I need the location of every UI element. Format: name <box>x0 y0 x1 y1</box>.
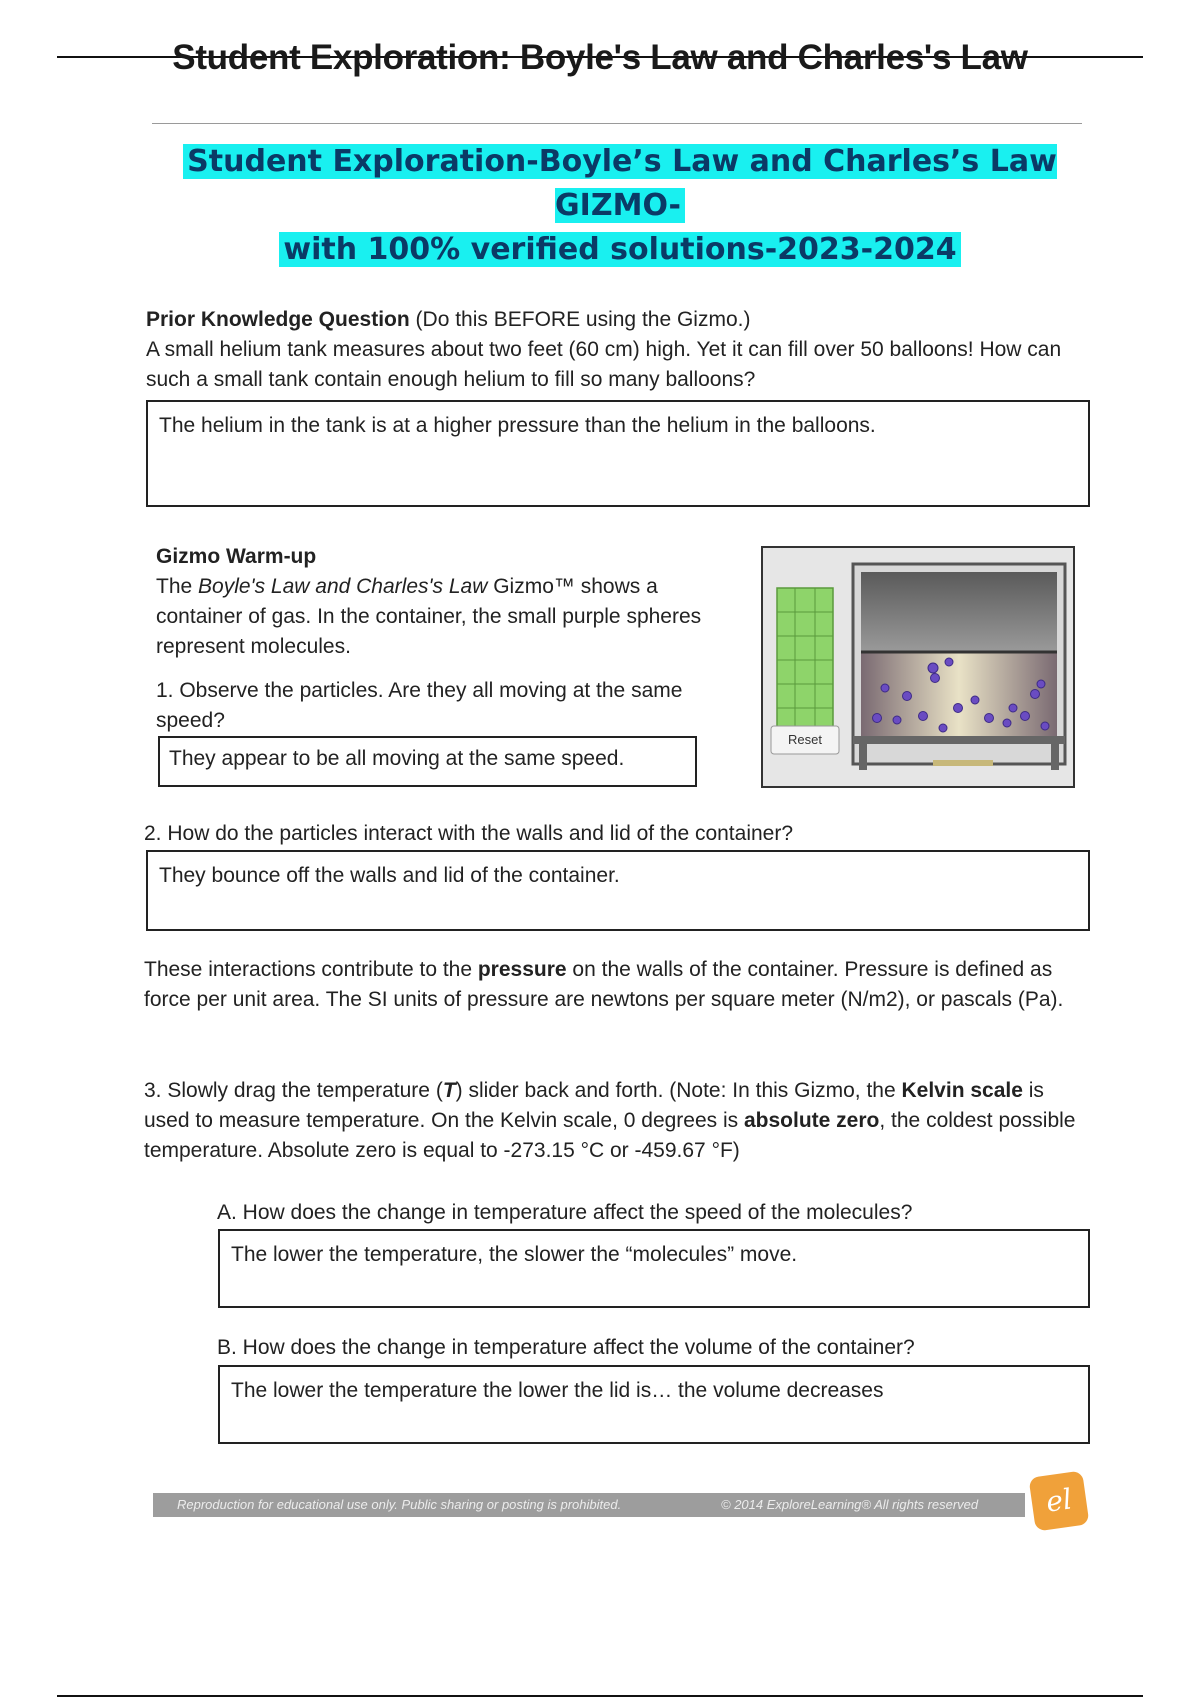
gizmo-screenshot <box>761 546 1075 788</box>
title-divider <box>152 123 1082 124</box>
question-3b-answer-box[interactable]: The lower the temperature the lower the lid is… the volume decreases <box>218 1365 1090 1444</box>
warmup-intro-gizmo-name: Boyle's Law and Charles's Law <box>198 575 488 598</box>
pressure-paragraph <box>144 955 1090 1015</box>
question-3a: A. How does the change in temperature affect the speed of the molecules? <box>217 1201 913 1224</box>
q3-part-4: , the coldest possible temperature. Absolute zero is equal to -273.15 °C or -459.67 °F) <box>144 1109 1076 1162</box>
banner-line-2: with 100% verified solutions-2023-2024 <box>279 232 960 267</box>
q3-absolute-zero: absolute zero <box>744 1109 880 1132</box>
highlighted-banner <box>150 140 1090 272</box>
question-2-answer-box[interactable]: They bounce off the walls and lid of the container. <box>146 850 1090 931</box>
question-2: 2. How do the particles interact with the walls and lid of the container? <box>144 822 794 845</box>
q3-kelvin-scale: Kelvin scale <box>901 1079 1023 1102</box>
reset-button-label: Reset <box>788 732 822 747</box>
pressure-term: pressure <box>477 958 567 981</box>
prior-knowledge-question: A small helium tank measures about two feet (60 cm) high. Yet it can fill over 50 balloons! How can such a small tank contain enough helium to fill so many balloons? <box>146 338 1062 391</box>
question-1: 1. Observe the particles. Are they all moving at the same speed? <box>156 679 683 732</box>
prior-knowledge-heading: Prior Knowledge Question <box>146 308 410 331</box>
prior-knowledge-note: (Do this BEFORE using the Gizmo.) <box>409 308 751 331</box>
question-3 <box>144 1076 1090 1166</box>
prior-knowledge-section <box>146 305 1076 395</box>
q3-part-2: ) slider back and forth. (Note: In this Gizmo, the <box>455 1079 902 1102</box>
prior-knowledge-answer-box[interactable]: The helium in the tank is at a higher pressure than the helium in the balloons. <box>146 400 1090 507</box>
warmup-intro-post: Gizmo™ shows a container of gas. In the container, the small purple spheres represent molecules. <box>156 575 702 658</box>
weight-blocks <box>777 588 833 736</box>
warmup-section <box>156 542 716 662</box>
pressure-text-pre: These interactions contribute to the <box>144 958 478 981</box>
warmup-intro-pre: The <box>156 575 199 598</box>
banner-line-1: Student Exploration-Boyle’s Law and Charles’s Law GIZMO- <box>183 144 1057 223</box>
warmup-heading: Gizmo Warm-up <box>156 545 317 568</box>
question-3b: B. How does the change in temperature affect the volume of the container? <box>217 1336 915 1359</box>
footer-reproduction-notice: Reproduction for educational use only. Public sharing or posting is prohibited. <box>177 1497 622 1512</box>
q3-part-1: 3. Slowly drag the temperature ( <box>144 1079 443 1102</box>
bottom-rule <box>57 1695 1143 1697</box>
q3-temperature-symbol: T <box>442 1079 456 1102</box>
explorelearning-logo-icon: el <box>1029 1471 1090 1532</box>
question-1-answer-box[interactable]: They appear to be all moving at the same speed. <box>158 736 697 787</box>
page-title: Student Exploration: Boyle's Law and Charles's Law <box>172 38 1028 77</box>
footer-bar <box>153 1493 1025 1517</box>
q3-part-3: is used to measure temperature. On the Kelvin scale, 0 degrees is <box>144 1079 1044 1132</box>
pressure-text-post: on the walls of the container. Pressure is defined as force per unit area. The SI units of pressure are newtons per square meter (N/m2), or pascals (Pa). <box>144 958 1064 1011</box>
footer-copyright: © 2014 ExploreLearning® All rights reserved <box>721 1497 979 1512</box>
question-3a-answer-box[interactable]: The lower the temperature, the slower the “molecules” move. <box>218 1229 1090 1308</box>
